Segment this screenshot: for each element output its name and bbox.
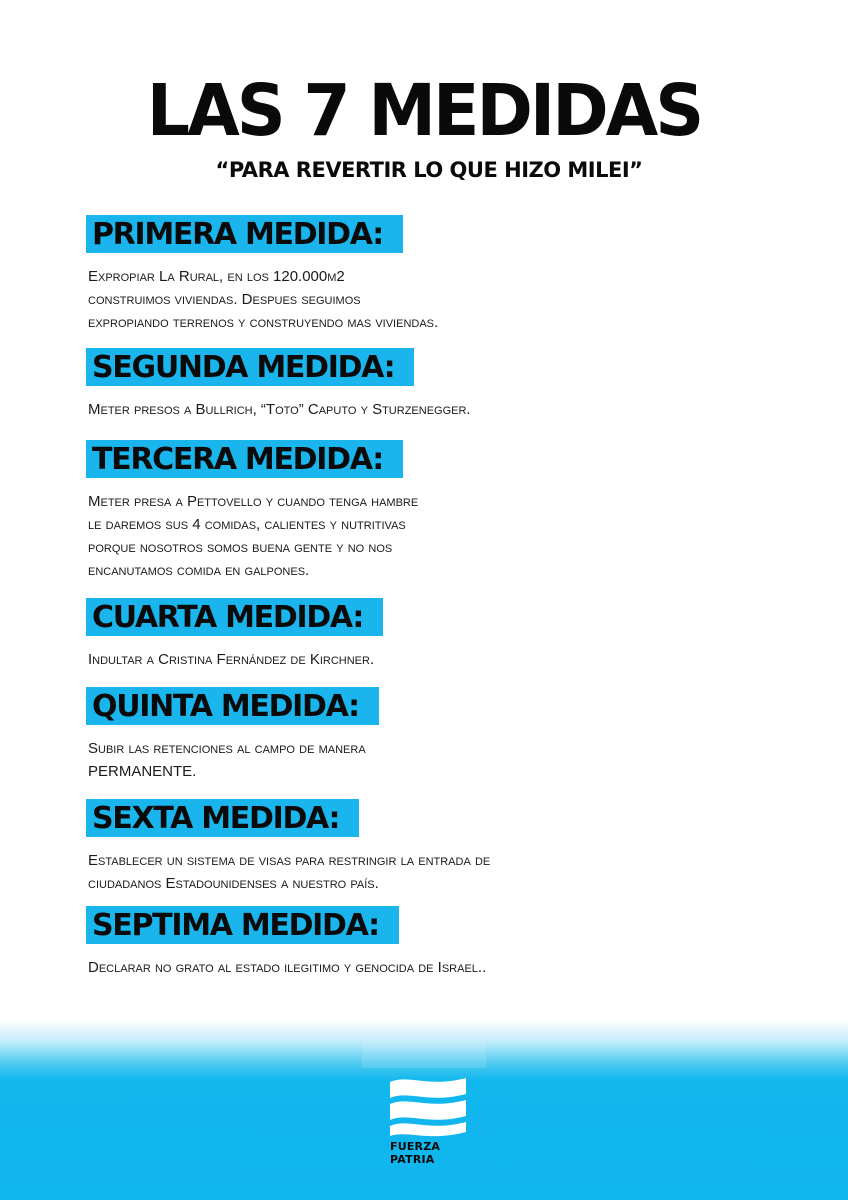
measure-text-line: Expropiar La Rural, en los 120.000m2 <box>88 268 345 285</box>
brand-name <box>390 1140 440 1166</box>
measure-text-line: Subir las retenciones al campo de manera <box>88 740 366 757</box>
measure-text-line: construimos viviendas. Despues seguimos <box>88 291 361 308</box>
measure-text-line: Establecer un sistema de visas para restringir la entrada de <box>88 852 491 869</box>
measure-text-line: le daremos sus 4 comidas, calientes y nutritivas <box>88 516 406 533</box>
measure-text-line: Indultar a Cristina Fernández de Kirchner. <box>88 651 375 668</box>
measure-text-line: porque nosotros somos buena gente y no nos <box>88 539 393 556</box>
measure-text-line: encanutamos comida en galpones. <box>88 562 310 579</box>
measure-heading: SEGUNDA MEDIDA: <box>86 348 414 386</box>
measure-text-line: ciudadanos Estadounidenses a nuestro país. <box>88 875 379 892</box>
measure-text <box>86 849 490 895</box>
measure-heading: SEXTA MEDIDA: <box>86 799 359 837</box>
measure-2 <box>86 348 471 421</box>
measure-3 <box>86 440 418 582</box>
measure-heading: SEPTIMA MEDIDA: <box>86 906 399 944</box>
measure-text-line: Meter presa a Pettovello y cuando tenga hambre <box>88 493 419 510</box>
measure-text-line: Declarar no grato al estado ilegitimo y genocida de Israel.. <box>88 959 487 976</box>
measure-text <box>86 490 418 582</box>
page-subtitle: “PARA REVERTIR LO QUE HIZO MILEI” <box>215 158 643 182</box>
measure-heading: CUARTA MEDIDA: <box>86 598 383 636</box>
measure-text <box>86 956 486 979</box>
measure-7 <box>86 906 486 979</box>
measure-text <box>86 265 438 334</box>
measure-4 <box>86 598 383 671</box>
measure-text-line: PERMANENTE. <box>88 763 197 780</box>
measure-5 <box>86 687 379 783</box>
page-title: LAS 7 MEDIDAS <box>146 70 702 153</box>
measure-text <box>86 648 383 671</box>
brand-line-2: PATRIA <box>390 1153 435 1166</box>
measure-text <box>86 398 471 421</box>
measure-text <box>86 737 379 783</box>
measure-6 <box>86 799 490 895</box>
footer-hint-box <box>362 1042 486 1068</box>
measure-heading: QUINTA MEDIDA: <box>86 687 379 725</box>
measure-text-line: Meter presos a Bullrich, “Toto” Caputo y Sturzenegger. <box>88 401 471 418</box>
measure-heading: TERCERA MEDIDA: <box>86 440 403 478</box>
measure-heading: PRIMERA MEDIDA: <box>86 215 403 253</box>
brand-line-1: FUERZA <box>390 1140 441 1153</box>
measure-1 <box>86 215 438 334</box>
measure-text-line: expropiando terrenos y construyendo mas viviendas. <box>88 314 439 331</box>
